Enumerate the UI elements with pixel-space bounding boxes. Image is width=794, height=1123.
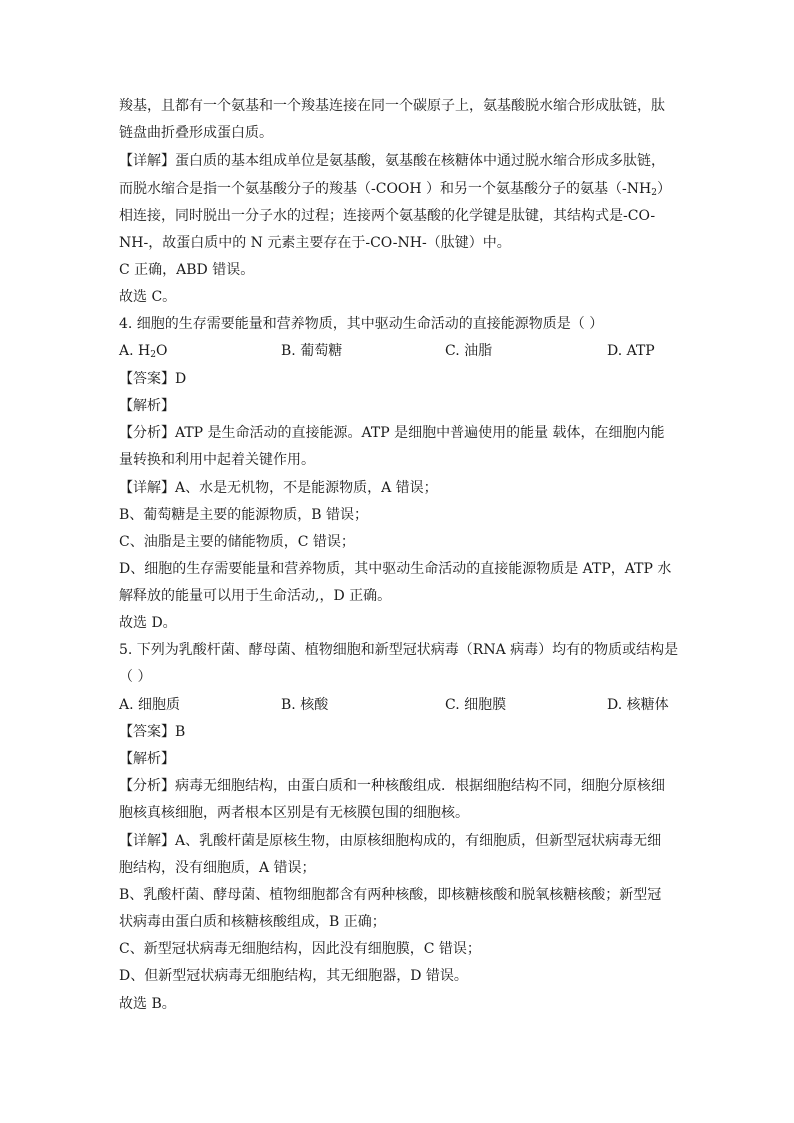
answer-value: D bbox=[175, 371, 187, 387]
text-line bbox=[119, 152, 665, 170]
analysis-text: 病毒无细胞结构，由蛋白质和一种核酸组成．根据细胞结构不同，细胞分原核细 bbox=[175, 778, 665, 794]
detail-tag: 【详解】 bbox=[119, 480, 175, 496]
option-d: D. 核糖体 bbox=[607, 697, 669, 713]
answer-line bbox=[119, 370, 186, 388]
option-a: A. $H_2O$ bbox=[119, 343, 168, 360]
answer-line bbox=[119, 723, 185, 741]
detail-text: A、乳酸杆菌是原核生物，由原核细胞构成的，有细胞质，但新型冠状病毒无细 bbox=[175, 833, 662, 849]
analysis-label: 【分析】 bbox=[119, 425, 175, 441]
text-line bbox=[119, 479, 438, 497]
text-line: 胞结构，没有细胞质，A 错误； bbox=[119, 860, 316, 876]
question-stem: 5. 下列为乳酸杆菌、酵母菌、植物细胞和新型冠状病毒（RNA 病毒）均有的物质或结构是 bbox=[119, 642, 679, 658]
text-line: D、但新型冠状病毒无细胞结构，其无细胞器，D 错误。 bbox=[119, 968, 468, 984]
analysis-text: ATP 是生命活动的直接能源。ATP 是细胞中普遍使用的能量 载体，在细胞内能 bbox=[175, 425, 665, 441]
conclusion: 故选 C。 bbox=[119, 289, 177, 305]
option-d: D. ATP bbox=[607, 343, 655, 359]
text-line: 状病毒由蛋白质和核糖核酸组成，B 正确； bbox=[119, 914, 386, 930]
question-stem: （ ） bbox=[119, 669, 152, 685]
analysis-tag: 【解析】 bbox=[119, 751, 175, 767]
detail-text: 蛋白质的基本组成单位是氨基酸，氨基酸在核糖体中通过脱水缩合形成多肽链， bbox=[175, 153, 665, 169]
text-line bbox=[119, 424, 665, 442]
text-line: 链盘曲折叠形成蛋白质。 bbox=[119, 125, 273, 141]
option-c: C. 油脂 bbox=[445, 343, 493, 359]
conclusion: 故选 D。 bbox=[119, 615, 177, 631]
detail-tag: 【详解】 bbox=[119, 833, 175, 849]
text-segment: 而脱水缩合是指一个氨基酸分子的羧基（-COOH ）和另一个氨基酸分子的氨基（-NH bbox=[119, 181, 652, 197]
analysis-tag: 【解析】 bbox=[119, 398, 175, 414]
text-line: C、新型冠状病毒无细胞结构，因此没有细胞膜，C 错误； bbox=[119, 941, 481, 957]
text-line: 相连接，同时脱出一分子水的过程；连接两个氨基酸的化学键是肽键，其结构式是-CO- bbox=[119, 208, 656, 224]
answer-tag: 【答案】 bbox=[119, 724, 175, 740]
option-b: B. 葡萄糖 bbox=[281, 343, 343, 359]
option-b: B. 核酸 bbox=[281, 697, 329, 713]
subscript: 2 bbox=[651, 188, 657, 198]
subscript: 2 bbox=[150, 350, 156, 360]
option-c: C. 细胞膜 bbox=[445, 697, 507, 713]
text-line: NH-，故蛋白质中的 N 元素主要存在于-CO-NH-（肽键）中。 bbox=[119, 235, 511, 251]
answer-tag: 【答案】 bbox=[119, 371, 175, 387]
options-row bbox=[119, 342, 679, 360]
options-row bbox=[119, 696, 679, 714]
text-line bbox=[119, 180, 671, 198]
text-line: C、油脂是主要的储能物质，C 错误； bbox=[119, 534, 355, 550]
text-line: B、葡萄糖是主要的能源物质，B 错误； bbox=[119, 507, 369, 523]
text-line: B、乳酸杆菌、酵母菌、植物细胞都含有两种核酸，即核糖核酸和脱氧核糖核酸；新型冠 bbox=[119, 887, 662, 903]
text-line: D、细胞的生存需要能量和营养物质，其中驱动生命活动的直接能源物质是 ATP，ATP 水 bbox=[119, 561, 672, 577]
text-line: C 正确，ABD 错误。 bbox=[119, 262, 255, 278]
text-line: 解释放的能量可以用于生命活动,，D 正确。 bbox=[119, 588, 392, 604]
text-line: 羧基，且都有一个氨基和一个羧基连接在同一个碳原子上，氨基酸脱水缩合形成肽链，肽 bbox=[119, 98, 665, 114]
text-line: 胞核真核细胞，两者根本区别是有无核膜包围的细胞核。 bbox=[119, 805, 469, 821]
text-line: 量转换和利用中起着关键作用。 bbox=[119, 452, 315, 468]
answer-value: B bbox=[175, 724, 186, 740]
text-segment: ） bbox=[656, 181, 671, 197]
conclusion: 故选 B。 bbox=[119, 996, 176, 1012]
detail-tag: 【详解】 bbox=[119, 153, 175, 169]
analysis-label: 【分析】 bbox=[119, 778, 175, 794]
option-a: A. 细胞质 bbox=[119, 697, 181, 713]
question-stem: 4. 细胞的生存需要能量和营养物质，其中驱动生命活动的直接能源物质是（ ） bbox=[119, 316, 604, 332]
text-line bbox=[119, 832, 661, 850]
detail-text: A、水是无机物，不是能源物质，A 错误； bbox=[175, 480, 438, 496]
text-line bbox=[119, 777, 665, 795]
